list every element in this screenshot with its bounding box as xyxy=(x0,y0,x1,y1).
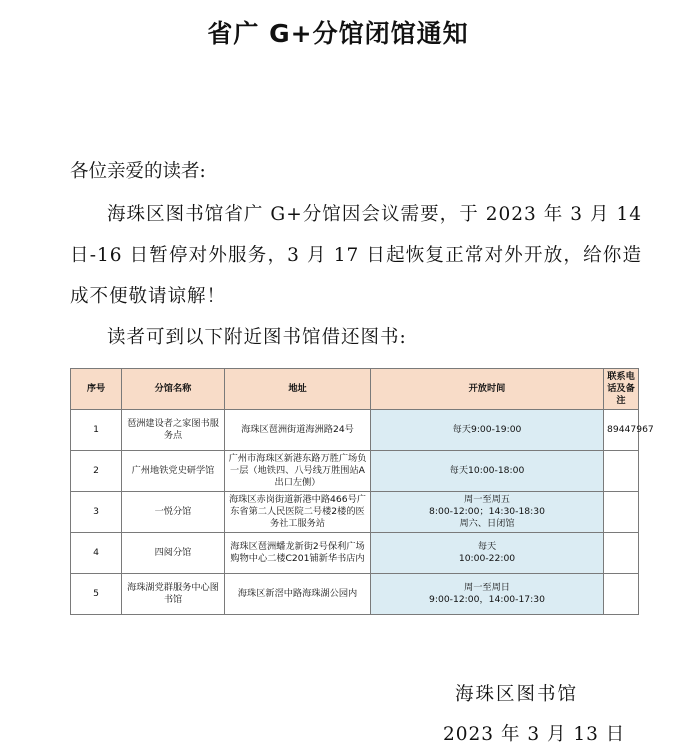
table-row xyxy=(71,574,639,615)
table-row xyxy=(71,451,639,492)
header-phone: 联系电话及备注 xyxy=(604,369,639,410)
notice-date: 2023 年 3 月 13 日 xyxy=(443,724,626,745)
cell-no: 1 xyxy=(71,410,122,451)
table-header-row xyxy=(71,369,639,410)
signature: 海珠区图书馆 xyxy=(455,684,579,705)
table-row xyxy=(71,410,639,451)
cell-hours: 周一至周五 8:00-12:00；14:30-18:30 周六、日闭馆 xyxy=(371,492,604,533)
cell-address: 广州市海珠区新港东路万胜广场负一层（地铁四、八号线万胜围站A出口左侧） xyxy=(225,451,371,492)
cell-address: 海珠区新滘中路海珠湖公园内 xyxy=(225,574,371,615)
cell-no: 3 xyxy=(71,492,122,533)
cell-hours: 周一至周日 9:00-12:00，14:00-17:30 xyxy=(371,574,604,615)
cell-address: 海珠区琶洲街道海洲路24号 xyxy=(225,410,371,451)
cell-name: 广州地铁党史研学馆 xyxy=(122,451,225,492)
cell-hours: 每天 10:00-22:00 xyxy=(371,533,604,574)
cell-no: 5 xyxy=(71,574,122,615)
greeting: 各位亲爱的读者: xyxy=(70,161,206,182)
table-row xyxy=(71,533,639,574)
notice-title: 省广 G+分馆闭馆通知 xyxy=(207,19,469,48)
cell-hours: 每天10:00-18:00 xyxy=(371,451,604,492)
cell-name: 四阅分馆 xyxy=(122,533,225,574)
notice-paragraph-2: 读者可到以下附近图书馆借还图书: xyxy=(107,327,407,348)
library-table xyxy=(70,368,654,615)
header-address: 地址 xyxy=(225,369,371,410)
table-row xyxy=(71,492,639,533)
cell-address: 海珠区琶洲蟠龙新街2号保利广场购物中心二楼C201铺新华书店内 xyxy=(225,533,371,574)
cell-no: 2 xyxy=(71,451,122,492)
header-name: 分馆名称 xyxy=(122,369,225,410)
cell-address: 海珠区赤岗街道新港中路466号广东省第二人民医院二号楼2楼的医务社工服务站 xyxy=(225,492,371,533)
cell-phone xyxy=(604,451,639,492)
cell-phone xyxy=(604,533,639,574)
cell-name: 琶洲建设者之家图书服务点 xyxy=(122,410,225,451)
cell-phone xyxy=(604,492,639,533)
cell-no: 4 xyxy=(71,533,122,574)
cell-name: 海珠湖党群服务中心图书馆 xyxy=(122,574,225,615)
notice-paragraph: 海珠区图书馆省广 G+分馆因会议需要，于 2023 年 3 月 14 日-16 日暂停对外服务，3 月 17 日起恢复正常对外开放，给你造成不便敬请谅解！ xyxy=(70,204,642,307)
header-hours: 开放时间 xyxy=(371,369,604,410)
cell-hours: 每天9:00-19:00 xyxy=(371,410,604,451)
cell-phone xyxy=(604,574,639,615)
cell-name: 一悦分馆 xyxy=(122,492,225,533)
cell-phone: 89447967 xyxy=(604,410,639,451)
header-no: 序号 xyxy=(71,369,122,410)
